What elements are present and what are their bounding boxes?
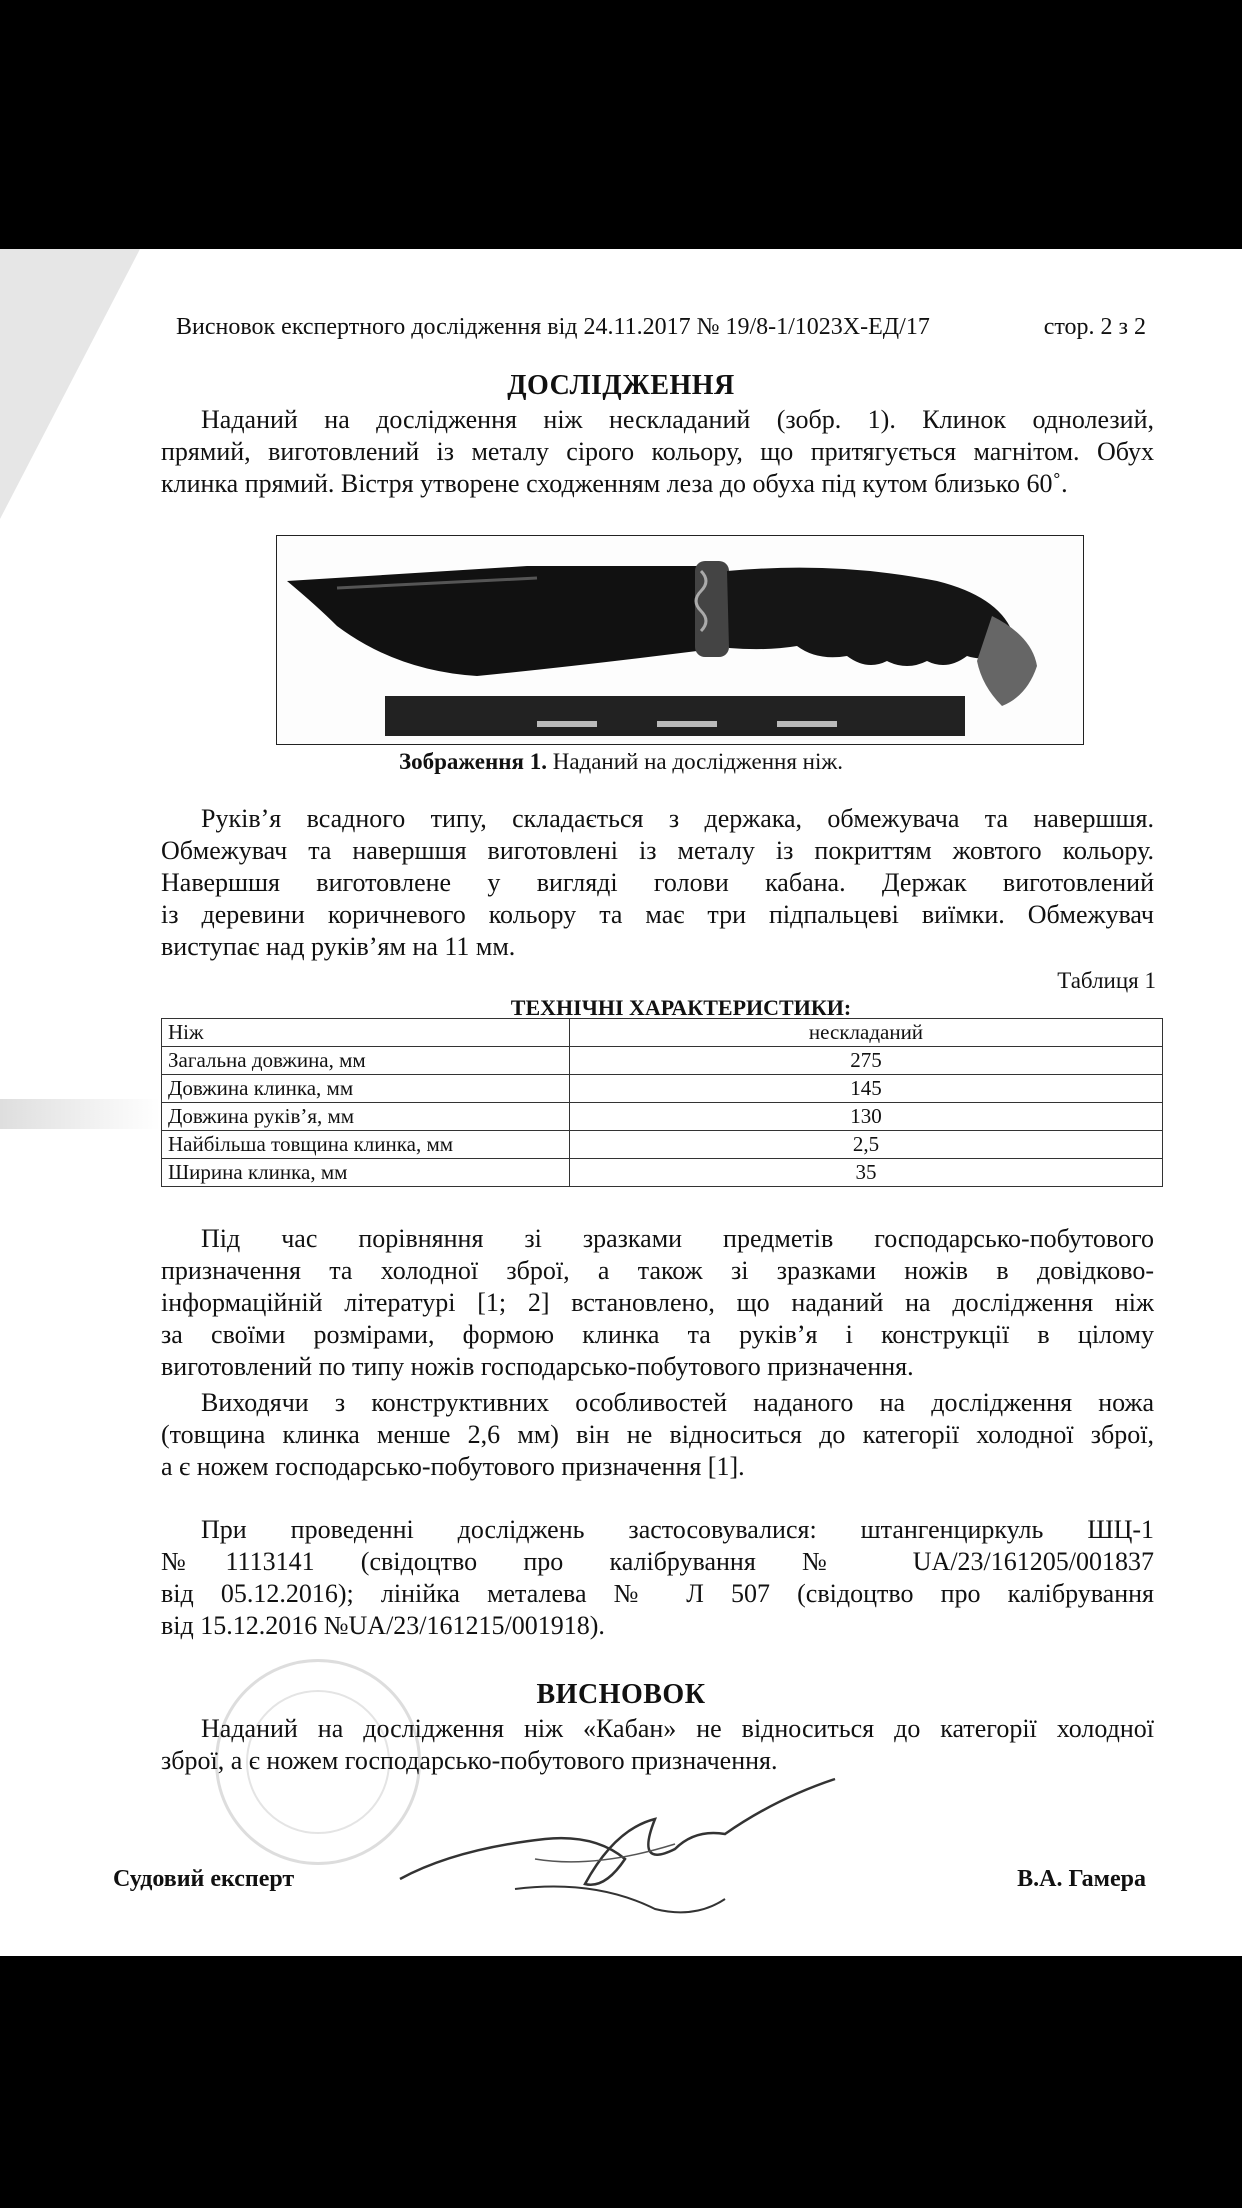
page-number: стор. 2 з 2	[1043, 314, 1146, 340]
text-line: При проведенні досліджень застосовувалися: штангенциркуль ШЦ-1	[201, 1515, 1154, 1544]
figure-caption	[0, 749, 1242, 775]
figure-caption-label: Зображення 1.	[398, 749, 547, 774]
text-line: виготовлений по типу ножів господарсько-побутового призначення.	[161, 1352, 914, 1381]
specs-table	[161, 1018, 1163, 1187]
intro-paragraph	[161, 404, 1154, 500]
text-line: (товщина клинка менше 2,6 мм) він не відноситься до категорії холодної зброї,	[161, 1420, 1154, 1449]
text-line: за своїми розмірами, формою клинка та руків’я і конструкції в цілому	[161, 1320, 1154, 1349]
signature-name: В.А. Гамера	[1017, 1866, 1146, 1892]
table-title: ТЕХНІЧНІ ХАРАКТЕРИСТИКИ:	[510, 995, 852, 1020]
text-line: призначення та холодної зброї, а також зі зразками ножів в довідково-	[161, 1256, 1154, 1285]
text-line: Навершшя виготовлене у вигляді голови кабана. Держак виготовлений	[161, 868, 1154, 897]
table-header-row	[162, 1019, 1163, 1047]
text-line: із деревини коричневого кольору та має три підпальцеві виїмки. Обмежувач	[161, 900, 1154, 929]
text-line: а є ножем господарсько-побутового призначення [1].	[161, 1452, 745, 1481]
text-line: прямий, виготовлений із металу сірого кольору, що притягується магнітом. Обух	[161, 437, 1154, 466]
handwritten-signature	[395, 1759, 855, 1939]
table-cell: Довжина руків’я, мм	[162, 1103, 570, 1131]
knife-image	[277, 536, 1083, 744]
scan-smudge	[0, 1099, 160, 1129]
table-cell: 35	[570, 1159, 1163, 1187]
text-line: від 05.12.2016); лінійка металева № Л 507 (свідоцтво про калібрування	[161, 1579, 1154, 1608]
section-heading-research: ДОСЛІДЖЕННЯ	[507, 370, 735, 401]
reasoning-paragraph	[161, 1387, 1154, 1483]
table-cell: Ширина клинка, мм	[162, 1159, 570, 1187]
text-line: інформаційній літературі [1; 2] встановлено, що наданий на дослідження ніж	[161, 1288, 1154, 1317]
text-line: Наданий на дослідження ніж «Кабан» не відноситься до категорії холодної	[201, 1714, 1154, 1743]
table-row	[162, 1159, 1163, 1187]
table-cell: Найбільша товщина клинка, мм	[162, 1131, 570, 1159]
table-cell: Довжина клинка, мм	[162, 1075, 570, 1103]
text-line: Виходячи з конструктивних особливостей наданого на дослідження ножа	[201, 1388, 1154, 1417]
table-row	[162, 1047, 1163, 1075]
table-header-cell: нескладаний	[570, 1019, 1163, 1047]
handle-paragraph	[161, 803, 1154, 963]
text-line: від 15.12.2016 №UA/23/161215/001918).	[161, 1611, 605, 1640]
section-heading-conclusion: ВИСНОВОК	[536, 1679, 706, 1710]
table-cell: 2,5	[570, 1131, 1163, 1159]
table-row	[162, 1131, 1163, 1159]
text-line: Наданий на дослідження ніж нескладаний (зобр. 1). Клинок однолезий,	[201, 405, 1154, 434]
text-line: клинка прямий. Вістря утворене сходженням леза до обуха під кутом близько 60˚.	[161, 469, 1068, 498]
table-label: Таблиця 1	[1057, 968, 1156, 993]
table-cell: 145	[570, 1075, 1163, 1103]
comparison-paragraph	[161, 1223, 1154, 1383]
table-cell: Загальна довжина, мм	[162, 1047, 570, 1075]
knife-photo	[276, 535, 1084, 745]
document-page	[0, 249, 1242, 1956]
figure-caption-text: Наданий на дослідження ніж.	[546, 749, 844, 774]
table-cell: 275	[570, 1047, 1163, 1075]
signature-role: Судовий експерт	[113, 1866, 295, 1892]
document-header-title: Висновок експертного дослідження від 24.11.2017 № 19/8-1/1023Х-ЕД/17	[176, 314, 930, 340]
table-header-cell: Ніж	[162, 1019, 570, 1047]
table-row	[162, 1103, 1163, 1131]
text-line: зброї, а є ножем господарсько-побутового призначення.	[161, 1746, 778, 1775]
table-row	[162, 1075, 1163, 1103]
text-line: Під час порівняння зі зразками предметів господарсько-побутового	[201, 1224, 1154, 1253]
text-line: Обмежувач та навершшя виготовлені із металу із покриттям жовтого кольору.	[161, 836, 1154, 865]
text-line: виступає над руків’ям на 11 мм.	[161, 932, 516, 961]
table-cell: 130	[570, 1103, 1163, 1131]
text-line: №1113141 (свідоцтво про калібрування № UA/23/161205/001837	[161, 1547, 1154, 1576]
text-line: Руків’я всадного типу, складається з держака, обмежувача та навершшя.	[201, 804, 1154, 833]
tools-paragraph	[161, 1514, 1154, 1642]
